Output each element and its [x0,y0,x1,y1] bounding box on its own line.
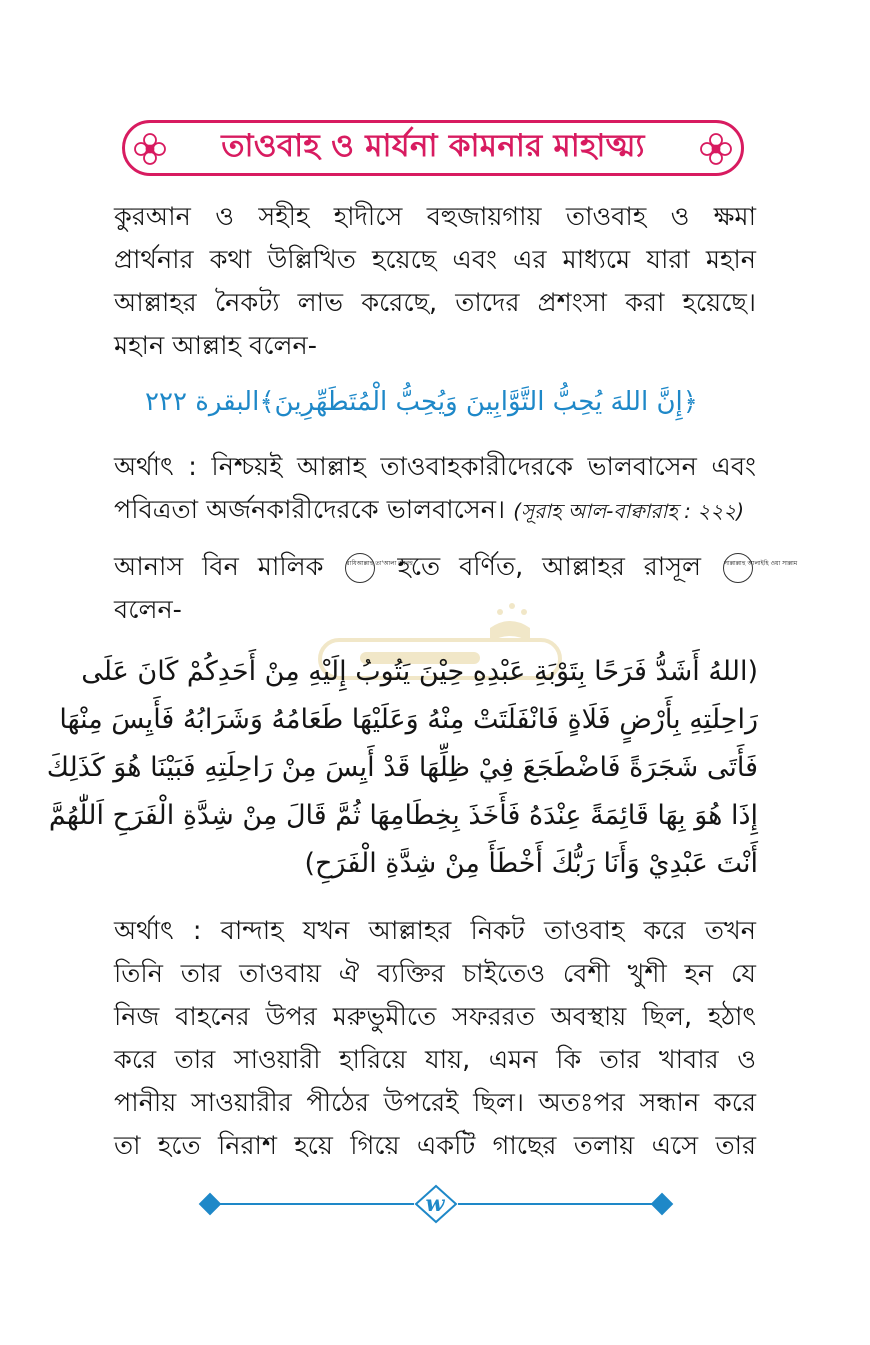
meaning-paragraph-1 [114,446,756,533]
honorific-badge: সাল্লাল্লাহু আলাইহি ওয়া সাল্লাম [723,553,753,583]
intro-line: প্রার্থনার কথা উল্লিখিত হয়েছে এবং এর মাধ্যমে যারা মহান [114,245,756,275]
verse-reference: (সূরাহ আল-বাক্বারাহ : ২২২) [513,499,745,523]
intro-line: কুরআন ও সহীহ হাদীসে বহুজায়গায় তাওবাহ ও ক্ষমা [114,202,756,232]
narration-line [114,546,798,589]
hadith-line: رَاحِلَتِهِ بِأَرْضٍ فَلَاةٍ فَانْفَلَتَتْ مِنْهُ وَعَلَيْهَا طَعَامُهُ وَشَرَابُهُ فَأَيِسَ مِنْهَا [59,704,758,735]
intro-line: আল্লাহর নৈকট্য লাভ করেছে, তাদের প্রশংসা করা হয়েছে। [114,288,756,318]
meaning-text: পবিত্রতা অর্জনকারীদেরকে ভালবাসেন। [114,495,506,525]
hadith-line: (اللهُ أَشَدُّ فَرَحًا بِتَوْبَةِ عَبْدِهِ حِيْنَ يَتُوبُ إِلَيْهِ مِنْ أَحَدِكُمْ كَانَ عَلَى [81,656,758,687]
intro-line: মহান আল্লাহ বলেন- [114,331,317,361]
hadith-line: فَأَتَى شَجَرَةً فَاضْطَجَعَ فِيْ ظِلِّهَا قَدْ أَيِسَ مِنْ رَاحِلَتِهِ فَبَيْنَا هُوَ كَذَلِكَ [46,752,758,783]
meaning-line: অর্থাৎ : নিশ্চয়ই আল্লাহ তাওবাহকারীদেরকে ভালবাসেন এবং [114,452,756,482]
meaning-line: নিজ বাহনের উপর মরুভুমীতে সফররত অবস্থায় ছিল, হঠাৎ [114,1002,756,1032]
quran-verse: ﴿إِنَّ اللهَ يُحِبُّ التَّوَّابِينَ وَيُحِبُّ الْمُتَطَهِّرِينَ﴾البقرة ٢٢٢ [145,387,698,417]
meaning-line: তিনি তার তাওবায় ঐ ব্যক্তির চাইতেও বেশী খুশী হন যে [114,959,756,989]
meaning-line: করে তার সাওয়ারী হারিয়ে যায়, এমন কি তার খাবার ও [114,1045,756,1075]
chapter-title-box [122,120,744,176]
meaning-paragraph-2 [114,910,756,1168]
honorific-badge: রাযিআল্লাহু তা'আলা আনহু [345,553,375,583]
meaning-line: তা হতে নিরাশ হয়ে গিয়ে একটি গাছের তলায় এসে তার [114,1131,756,1161]
meaning-line: পানীয় সাওয়ারীর পীঠের উপরেই ছিল। অতঃপর সন্ধান করে [114,1088,756,1118]
narration-text: হতে বর্ণিত, আল্লাহর রাসূল [397,552,702,582]
hadith-line: إِذَا هُوَ بِهَا قَائِمَةً عِنْدَهُ فَأَخَذَ بِخِطَامِهَا ثُمَّ قَالَ مِنْ شِدَّةِ الْفَرَحِ اَللّٰهُمَّ [48,800,758,831]
chapter-title: তাওবাহ ও মার্যনা কামনার মাহাত্ম্য [221,128,645,164]
meaning-line: অর্থাৎ : বান্দাহ যখন আল্লাহর নিকট তাওবাহ করে তখন [114,916,756,946]
flower-ornament-icon [133,132,167,166]
page-number: w [425,1191,445,1217]
narration-line: বলেন- [114,595,182,625]
meaning-line [114,489,756,533]
flower-ornament-icon [699,132,733,166]
hadith-line: أَنْتَ عَبْدِيْ وَأَنَا رَبُّكَ أَخْطَأَ مِنْ شِدَّةِ الْفَرَحِ) [304,848,758,879]
narrator-name: আনাস বিন মালিক [114,552,324,582]
hadith-arabic-text [46,648,758,888]
intro-paragraph [114,196,756,368]
